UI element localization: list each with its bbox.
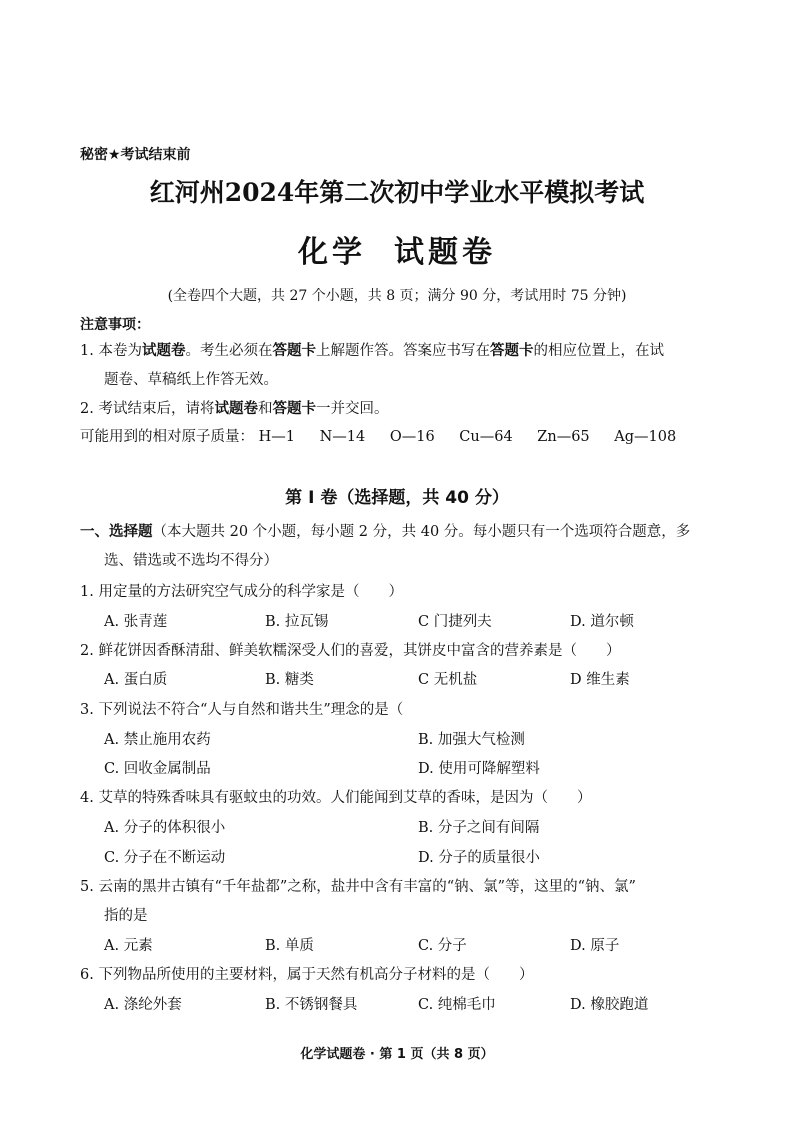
question-option: A. 涤纶外套 <box>104 997 182 1013</box>
question-option: D 维生素 <box>570 672 630 688</box>
section-intro-label: 一、选择题 <box>80 524 153 540</box>
question-option: C. 分子在不断运动 <box>104 850 226 866</box>
question-option: D. 橡胶跑道 <box>570 997 649 1013</box>
question-option: D. 分子的质量很小 <box>418 850 540 866</box>
note-text: 。考生必须在 <box>185 343 273 359</box>
question-option: B. 单质 <box>265 938 314 954</box>
question-option: B. 糖类 <box>265 672 314 688</box>
atomic-mass-item: H—1 <box>258 429 295 445</box>
note-text: 一并交回。 <box>315 401 389 417</box>
question-option: A. 元素 <box>104 938 153 954</box>
page-footer: 化学试题卷 · 第 1 页（共 8 页） <box>300 1047 494 1062</box>
atomic-mass-item: Ag—108 <box>614 429 677 445</box>
subject-title <box>0 227 794 271</box>
subject-name: 化学 <box>298 235 366 270</box>
question-option: A. 分子的体积很小 <box>104 820 226 836</box>
question-option: D. 原子 <box>570 938 620 954</box>
question-stem: 4. 艾草的特殊香味具有驱蚊虫的功效。人们能闻到艾草的香味，是因为（ ） <box>80 790 592 806</box>
note-text: 2. 考试结束后，请将 <box>80 401 215 417</box>
question-stem-cont: 指的是 <box>104 908 148 924</box>
question-option: C. 纯棉毛巾 <box>418 997 496 1013</box>
exam-title: 红河州2024年第二次初中学业水平模拟考试 <box>149 178 645 207</box>
question-option: C. 回收金属制品 <box>104 761 211 777</box>
question-option: B. 分子之间有间隔 <box>418 820 540 836</box>
question-stem: 3. 下列说法不符合“人与自然和谐共生”理念的是（ <box>80 702 404 718</box>
question-option: B. 不锈钢餐具 <box>265 997 358 1013</box>
notes-heading: 注意事项： <box>80 317 150 333</box>
question-stem: 1. 用定量的方法研究空气成分的科学家是（ ） <box>80 584 403 600</box>
atomic-mass-item: Cu—64 <box>459 429 513 445</box>
question-option: D. 使用可降解塑料 <box>418 761 540 777</box>
note-keyword: 答题卡 <box>489 343 534 359</box>
note-keyword: 答题卡 <box>272 343 316 359</box>
section-intro-text: （本大题共 20 个小题，每小题 2 分，共 40 分。每小题只有一个选项符合题意，多 <box>152 524 691 540</box>
note-item-1 <box>80 339 664 360</box>
note-text: 和 <box>257 401 273 417</box>
note-item-1-cont: 题卷、草稿纸上作答无效。 <box>104 372 278 388</box>
atomic-mass-item: N—14 <box>319 429 366 445</box>
secret-mark: 秘密★考试结束前 <box>80 147 191 163</box>
section-title: 第 I 卷（选择题，共 40 分） <box>285 488 509 508</box>
note-keyword: 试题卷 <box>214 401 258 417</box>
note-text: 上解题作答。答案应书写在 <box>315 343 490 359</box>
atomic-mass-item: O—16 <box>389 429 435 445</box>
atomic-mass-item: Zn—65 <box>537 429 590 445</box>
question-stem: 6. 下列物品所使用的主要材料，属于天然有机高分子材料的是（ ） <box>80 967 534 983</box>
section-intro-cont: 选、错选或不选均不得分） <box>104 553 278 569</box>
question-option: A. 禁止施用农药 <box>104 732 211 748</box>
note-keyword: 试题卷 <box>141 343 186 359</box>
exam-info: (全卷四个大题，共 27 个小题，共 8 页；满分 90 分，考试用时 75 分钟) <box>167 288 627 304</box>
paper-type: 试题卷 <box>394 235 496 270</box>
atomic-masses <box>80 425 696 446</box>
question-option: C. 分子 <box>418 938 467 954</box>
question-option: A. 蛋白质 <box>104 672 168 688</box>
question-option: B. 加强大气检测 <box>418 732 525 748</box>
question-option: C 无机盐 <box>418 672 478 688</box>
note-text: 1. 本卷为 <box>80 343 142 359</box>
note-keyword: 答题卡 <box>272 401 316 417</box>
question-stem: 5. 云南的黑井古镇有“千年盐都”之称，盐井中含有丰富的“钠、氯”等，这里的“钠、氯” <box>80 879 636 895</box>
section-intro <box>80 520 690 541</box>
question-option: C 门捷列夫 <box>418 614 492 630</box>
question-option: B. 拉瓦锡 <box>265 614 329 630</box>
note-item-2 <box>80 397 388 418</box>
note-text: 的相应位置上，在试 <box>533 343 664 359</box>
question-option: D. 道尔顿 <box>570 614 634 630</box>
question-stem: 2. 鲜花饼因香酥清甜、鲜美软糯深受人们的喜爱，其饼皮中富含的营养素是（ ） <box>80 643 621 659</box>
question-option: A. 张青莲 <box>104 614 168 630</box>
atomic-masses-label: 可能用到的相对原子质量： <box>80 429 254 445</box>
